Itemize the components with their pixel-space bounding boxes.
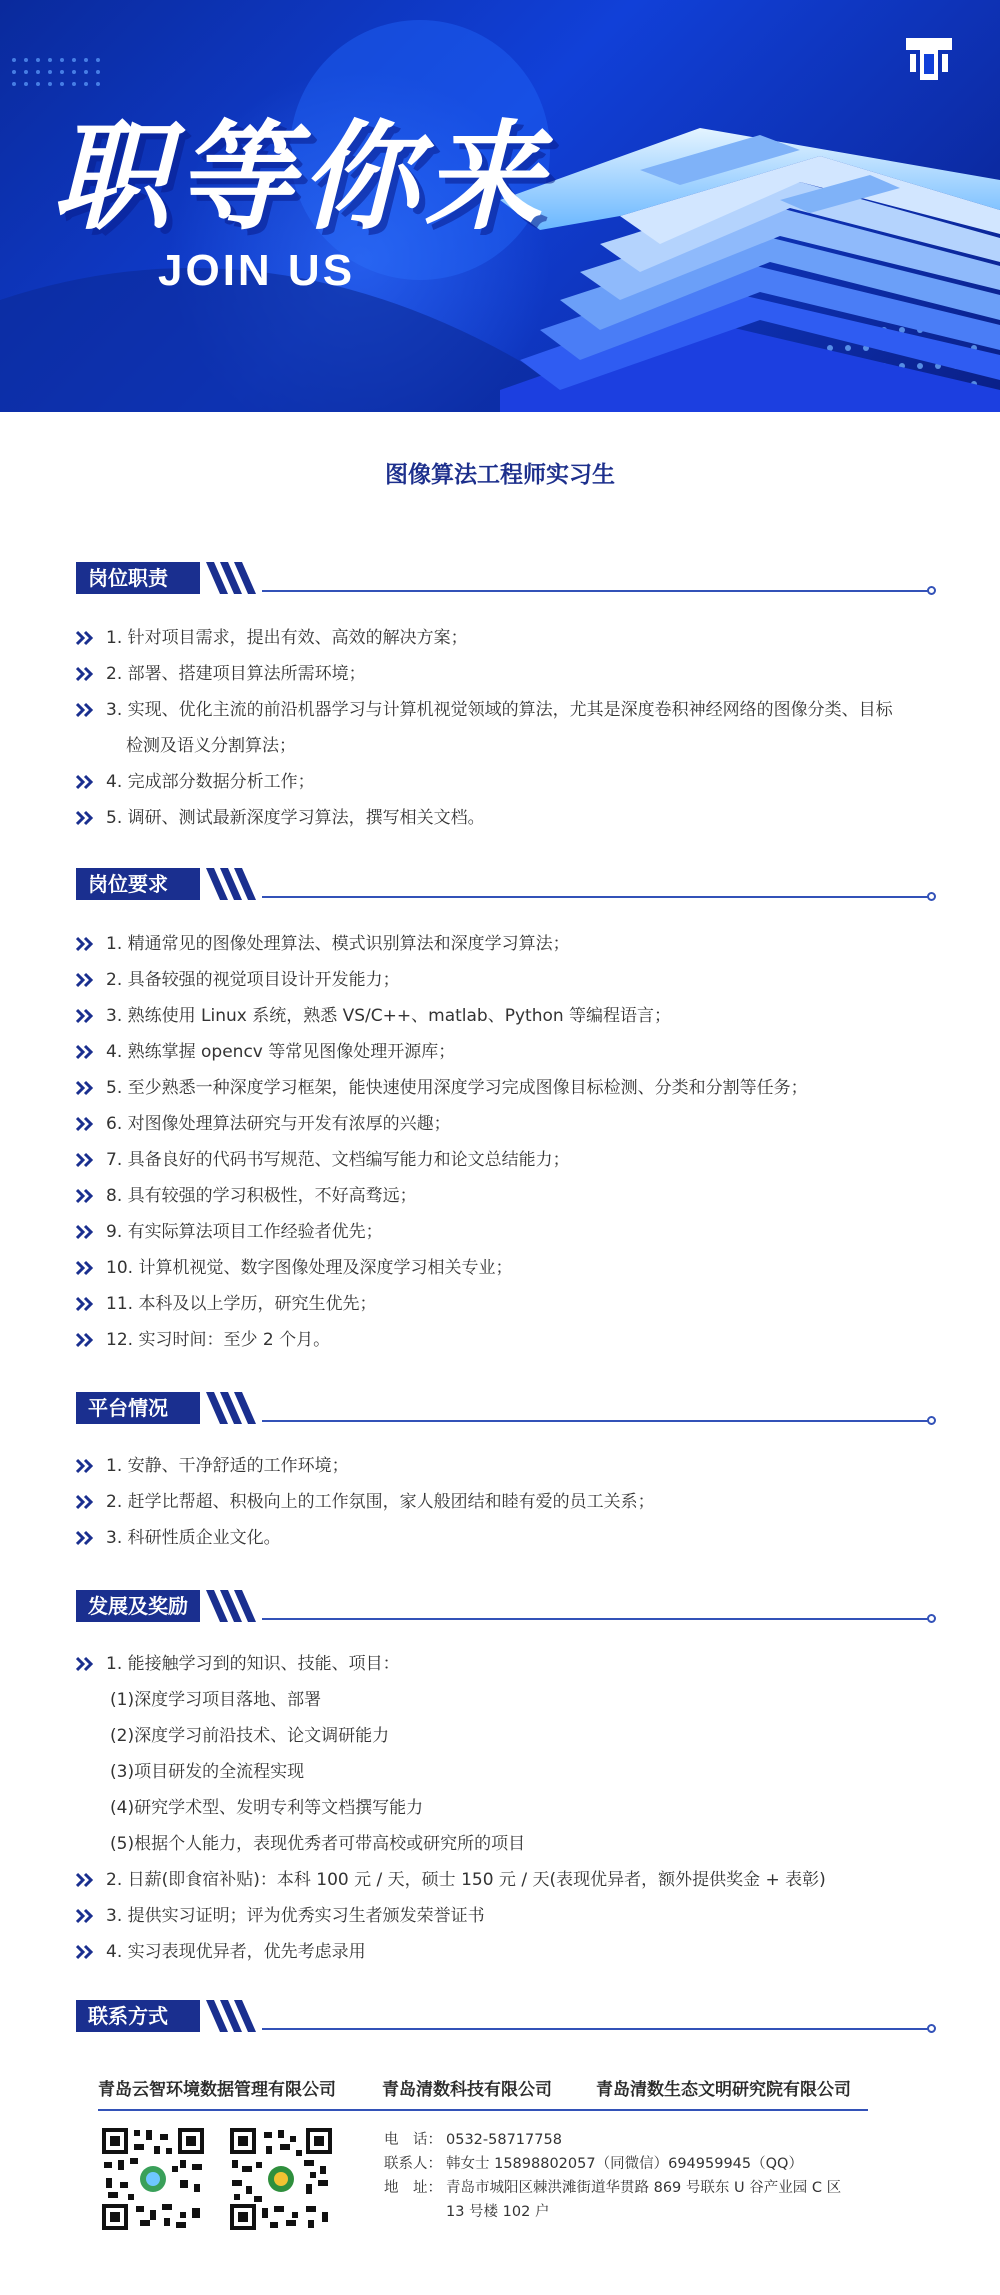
rule-end-dot bbox=[927, 892, 936, 901]
qr-code-icon[interactable] bbox=[100, 2126, 206, 2232]
stripes-icon bbox=[200, 1392, 262, 1424]
company-underline bbox=[98, 2109, 868, 2111]
list-item: 6. 对图像处理算法研究与开发有浓厚的兴趣； bbox=[76, 1106, 926, 1142]
section-title: 联系方式 bbox=[76, 2000, 200, 2032]
contact-phone: 电 话： 0532-58717758 bbox=[384, 2132, 562, 2148]
double-chevron-icon bbox=[76, 1008, 94, 1024]
list-subitem: (3)项目研发的全流程实现 bbox=[110, 1762, 305, 1782]
section-title: 岗位要求 bbox=[76, 868, 200, 900]
section-rule bbox=[262, 1420, 928, 1422]
list-item: 5. 至少熟悉一种深度学习框架，能快速使用深度学习完成图像目标检测、分类和分割等任务； bbox=[76, 1070, 926, 1106]
list-item: 1. 安静、干净舒适的工作环境； bbox=[76, 1448, 926, 1484]
double-chevron-icon bbox=[76, 1332, 94, 1348]
section-rule bbox=[262, 590, 928, 592]
rule-end-dot bbox=[927, 1614, 936, 1623]
list-item: 12. 实习时间：至少 2 个月。 bbox=[76, 1322, 926, 1358]
double-chevron-icon bbox=[76, 1296, 94, 1312]
stripes-icon bbox=[200, 1590, 262, 1622]
double-chevron-icon bbox=[76, 810, 94, 826]
contact-details bbox=[384, 2128, 884, 2224]
list-subitem: (2)深度学习前沿技术、论文调研能力 bbox=[110, 1726, 390, 1746]
double-chevron-icon bbox=[76, 1260, 94, 1276]
section-title: 发展及奖励 bbox=[76, 1590, 200, 1622]
list-item: 8. 具有较强的学习积极性，不好高骛远； bbox=[76, 1178, 926, 1214]
list-item: 4. 实习表现优异者，优先考虑录用 bbox=[76, 1934, 926, 1970]
double-chevron-icon bbox=[76, 666, 94, 682]
list-item: 2. 日薪(即食宿补贴)：本科 100 元 / 天，硕士 150 元 / 天(表现优异者，额外提供奖金 + 表彰) bbox=[76, 1862, 926, 1898]
list-item: 4. 完成部分数据分析工作； bbox=[76, 764, 926, 800]
double-chevron-icon bbox=[76, 1656, 94, 1672]
double-chevron-icon bbox=[76, 1152, 94, 1168]
contact-address: 地 址： 青岛市城阳区棘洪滩街道华贯路 869 号联东 U 谷产业园 C 区 13 号楼 102 户 bbox=[384, 2180, 842, 2220]
list-item: 3. 科研性质企业文化。 bbox=[76, 1520, 926, 1556]
contact-person: 联系人： 韩女士 15898802057（同微信）694959945（QQ） bbox=[384, 2156, 803, 2172]
double-chevron-icon bbox=[76, 972, 94, 988]
double-chevron-icon bbox=[76, 1224, 94, 1240]
section-header-platform bbox=[76, 1392, 936, 1424]
double-chevron-icon bbox=[76, 702, 94, 718]
requirements-list bbox=[76, 926, 926, 1358]
list-item: 5. 调研、测试最新深度学习算法，撰写相关文档。 bbox=[76, 800, 926, 836]
list-item: 3. 熟练使用 Linux 系统，熟悉 VS/C++、matlab、Python 等编程语言； bbox=[76, 998, 926, 1034]
list-item: 1. 能接触学习到的知识、技能、项目： bbox=[76, 1646, 926, 1682]
list-item: 2. 具备较强的视觉项目设计开发能力； bbox=[76, 962, 926, 998]
list-item: 1. 针对项目需求，提出有效、高效的解决方案； bbox=[76, 620, 926, 656]
double-chevron-icon bbox=[76, 774, 94, 790]
double-chevron-icon bbox=[76, 1080, 94, 1096]
banner-title: 职等你来 bbox=[52, 108, 549, 246]
list-item: 11. 本科及以上学历，研究生优先； bbox=[76, 1286, 926, 1322]
section-header-requirements bbox=[76, 868, 936, 900]
list-item: 1. 精通常见的图像处理算法、模式识别算法和深度学习算法； bbox=[76, 926, 926, 962]
company-name: 青岛清数生态文明研究院有限公司 bbox=[596, 2080, 851, 2100]
stripes-icon bbox=[200, 868, 262, 900]
list-item: 9. 有实际算法项目工作经验者优先； bbox=[76, 1214, 926, 1250]
stripes-icon bbox=[200, 2000, 262, 2032]
list-item: 10. 计算机视觉、数字图像处理及深度学习相关专业； bbox=[76, 1250, 926, 1286]
rule-end-dot bbox=[927, 1416, 936, 1425]
section-header-duties bbox=[76, 562, 936, 594]
company-names bbox=[98, 2075, 868, 2105]
double-chevron-icon bbox=[76, 1908, 94, 1924]
list-subitem: (4)研究学术型、发明专利等文档撰写能力 bbox=[110, 1798, 424, 1818]
double-chevron-icon bbox=[76, 1530, 94, 1546]
list-item: 2. 部署、搭建项目算法所需环境； bbox=[76, 656, 926, 692]
section-title: 岗位职责 bbox=[76, 562, 200, 594]
list-item: 3. 实现、优化主流的前沿机器学习与计算机视觉领域的算法，尤其是深度卷积神经网络的图像分类、目标 检测及语义分割算法； bbox=[76, 692, 926, 764]
list-item: 4. 熟练掌握 opencv 等常见图像处理开源库； bbox=[76, 1034, 926, 1070]
section-rule bbox=[262, 2028, 928, 2030]
double-chevron-icon bbox=[76, 1458, 94, 1474]
section-title: 平台情况 bbox=[76, 1392, 200, 1424]
list-item: 2. 赶学比帮超、积极向上的工作氛围，家人般团结和睦有爱的员工关系； bbox=[76, 1484, 926, 1520]
double-chevron-icon bbox=[76, 1116, 94, 1132]
company-logo-icon bbox=[902, 32, 956, 86]
double-chevron-icon bbox=[76, 630, 94, 646]
list-subitem: (1)深度学习项目落地、部署 bbox=[110, 1690, 322, 1710]
company-name: 青岛云智环境数据管理有限公司 bbox=[98, 2080, 336, 2100]
hero-banner bbox=[0, 0, 1000, 412]
double-chevron-icon bbox=[76, 1872, 94, 1888]
platform-list bbox=[76, 1448, 926, 1556]
company-name: 青岛清数科技有限公司 bbox=[382, 2080, 552, 2100]
double-chevron-icon bbox=[76, 936, 94, 952]
banner-subtitle: JOIN US bbox=[158, 246, 356, 295]
double-chevron-icon bbox=[76, 1044, 94, 1060]
rule-end-dot bbox=[927, 2024, 936, 2033]
section-rule bbox=[262, 1618, 928, 1620]
list-subitem: (5)根据个人能力，表现优秀者可带高校或研究所的项目 bbox=[110, 1834, 526, 1854]
double-chevron-icon bbox=[76, 1188, 94, 1204]
section-header-growth bbox=[76, 1590, 936, 1622]
stripes-icon bbox=[200, 562, 262, 594]
job-title: 图像算法工程师实习生 bbox=[385, 462, 615, 488]
rule-end-dot bbox=[927, 586, 936, 595]
list-item: 3. 提供实习证明；评为优秀实习生者颁发荣誉证书 bbox=[76, 1898, 926, 1934]
list-item: 7. 具备良好的代码书写规范、文档编写能力和论文总结能力； bbox=[76, 1142, 926, 1178]
section-rule bbox=[262, 896, 928, 898]
double-chevron-icon bbox=[76, 1944, 94, 1960]
growth-list bbox=[76, 1646, 926, 1970]
qr-code-icon[interactable] bbox=[228, 2126, 334, 2232]
double-chevron-icon bbox=[76, 1494, 94, 1510]
section-header-contact bbox=[76, 2000, 936, 2032]
duties-list bbox=[76, 620, 926, 836]
